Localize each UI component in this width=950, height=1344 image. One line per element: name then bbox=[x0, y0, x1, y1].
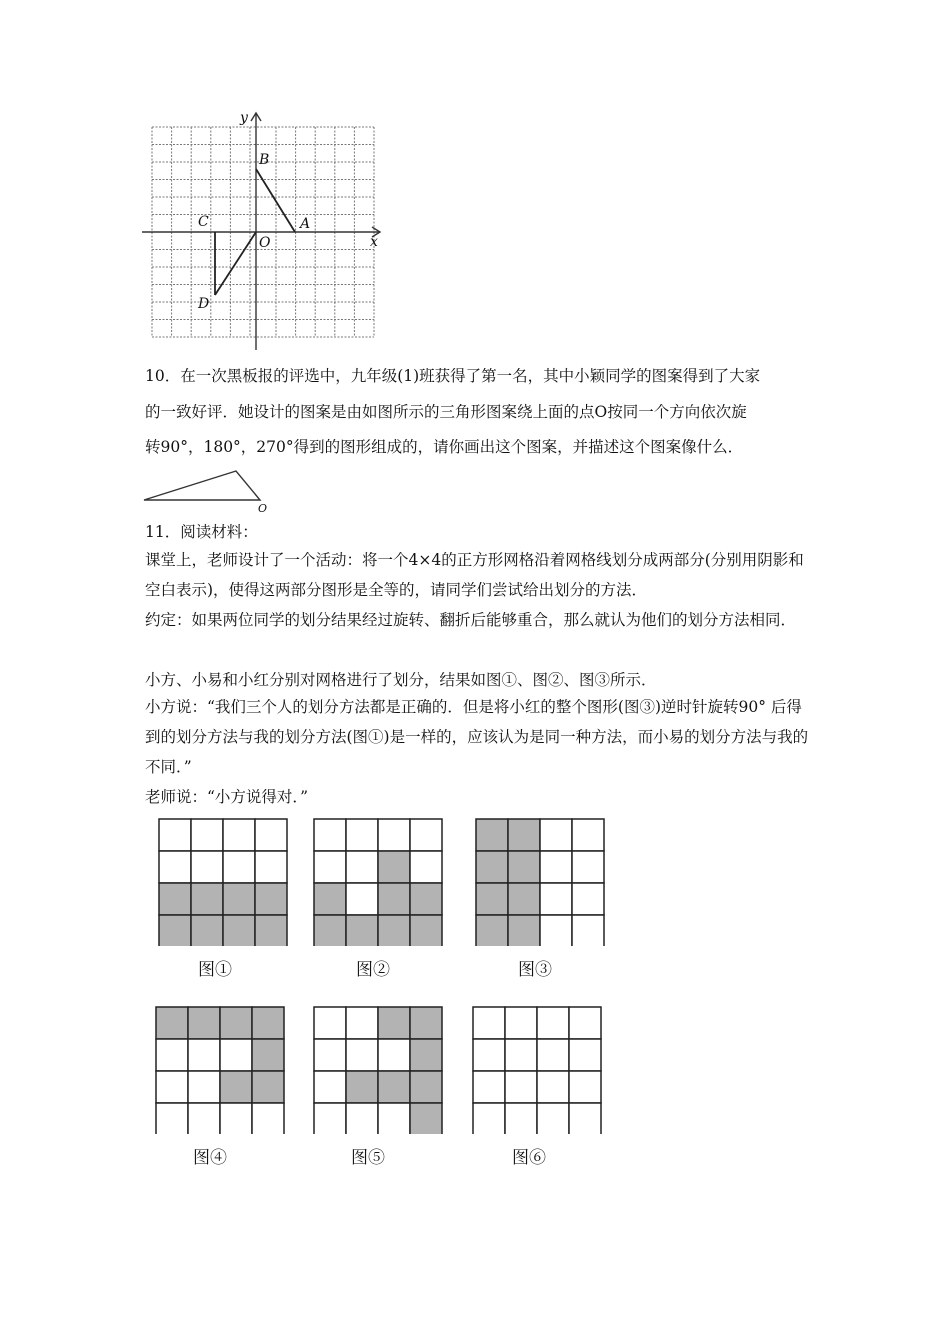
grid-figure-1 bbox=[158, 818, 288, 946]
triangle bbox=[144, 471, 260, 500]
blank-cell bbox=[346, 819, 378, 851]
blank-cell bbox=[156, 1103, 188, 1134]
origin-label: O bbox=[259, 235, 271, 251]
blank-cell bbox=[473, 1103, 505, 1134]
blank-cell bbox=[188, 1039, 220, 1071]
shaded-cell bbox=[220, 1071, 252, 1103]
shaded-cell bbox=[378, 915, 410, 946]
shaded-cell bbox=[191, 883, 223, 915]
shaded-cell bbox=[314, 883, 346, 915]
shaded-cell bbox=[410, 1007, 442, 1039]
blank-cell bbox=[346, 1007, 378, 1039]
q11-paragraph-4: 小方说：“我们三个人的划分方法都是正确的．但是将小红的整个图形(图③)逆时针旋转90° 后得到的划分方法与我的划分方法(图①)是一样的，应该认为是同一种方法，而小易的划分方法与我的不同．” bbox=[145, 698, 809, 776]
blank-cell bbox=[314, 1039, 346, 1071]
shaded-cell bbox=[476, 915, 508, 946]
blank-cell bbox=[378, 1039, 410, 1071]
shaded-cell bbox=[378, 1007, 410, 1039]
shaded-cell bbox=[255, 915, 287, 946]
blank-cell bbox=[505, 1103, 537, 1134]
grid-figure-4 bbox=[155, 1006, 285, 1134]
shaded-cell bbox=[378, 851, 410, 883]
axis-y-label: y bbox=[240, 110, 248, 126]
shaded-cell bbox=[476, 819, 508, 851]
triangle-point-label: O bbox=[258, 502, 268, 515]
grid-figure-3 bbox=[475, 818, 605, 946]
blank-cell bbox=[255, 851, 287, 883]
blank-cell bbox=[572, 883, 604, 915]
shaded-cell bbox=[508, 851, 540, 883]
blank-cell bbox=[537, 1007, 569, 1039]
blank-cell bbox=[505, 1071, 537, 1103]
shaded-cell bbox=[255, 883, 287, 915]
triangle-figure bbox=[140, 468, 280, 516]
point-a-label: A bbox=[300, 216, 311, 232]
blank-cell bbox=[156, 1039, 188, 1071]
shaded-cell bbox=[159, 915, 191, 946]
grid-figure-6 bbox=[472, 1006, 602, 1134]
blank-cell bbox=[569, 1103, 601, 1134]
q11-title: 11．阅读材料： bbox=[145, 523, 258, 541]
blank-cell bbox=[572, 819, 604, 851]
shaded-cell bbox=[410, 1103, 442, 1134]
shaded-cell bbox=[346, 915, 378, 946]
shaded-cell bbox=[314, 915, 346, 946]
blank-cell bbox=[220, 1039, 252, 1071]
blank-cell bbox=[314, 1071, 346, 1103]
blank-cell bbox=[537, 1039, 569, 1071]
grid-caption-6: 图⑥ bbox=[512, 1148, 546, 1168]
blank-cell bbox=[540, 851, 572, 883]
blank-cell bbox=[159, 819, 191, 851]
shaded-cell bbox=[346, 1071, 378, 1103]
shaded-cell bbox=[508, 915, 540, 946]
shaded-cell bbox=[476, 851, 508, 883]
grid-caption-5: 图⑤ bbox=[351, 1148, 385, 1168]
grid-caption-2: 图② bbox=[356, 960, 390, 980]
shaded-cell bbox=[410, 1071, 442, 1103]
blank-cell bbox=[314, 1103, 346, 1134]
blank-cell bbox=[572, 915, 604, 946]
shaded-cell bbox=[159, 883, 191, 915]
q10-line-3: 转90°，180°，270°得到的图形组成的，请你画出这个图案，并描述这个图案像什么． bbox=[145, 438, 744, 456]
blank-cell bbox=[537, 1103, 569, 1134]
blank-cell bbox=[346, 851, 378, 883]
blank-cell bbox=[156, 1071, 188, 1103]
shaded-cell bbox=[252, 1071, 284, 1103]
blank-cell bbox=[569, 1007, 601, 1039]
shaded-cell bbox=[410, 883, 442, 915]
blank-cell bbox=[191, 851, 223, 883]
q11-paragraph-3: 小方、小易和小红分别对网格进行了划分，结果如图①、图②、图③所示． bbox=[145, 671, 657, 689]
blank-cell bbox=[220, 1103, 252, 1134]
axis-x-label: x bbox=[370, 234, 378, 250]
q11-paragraph-1: 课堂上，老师设计了一个活动：将一个4×4的正方形网格沿着网格线划分成两部分(分别用阴影和空白表示)，使得这两部分图形是全等的，请同学们尝试给出划分的方法． bbox=[145, 551, 804, 599]
blank-cell bbox=[346, 1103, 378, 1134]
blank-cell bbox=[410, 851, 442, 883]
grid-figure-2 bbox=[313, 818, 443, 946]
blank-cell bbox=[159, 851, 191, 883]
shaded-cell bbox=[378, 1071, 410, 1103]
blank-cell bbox=[540, 883, 572, 915]
grid-caption-3: 图③ bbox=[518, 960, 552, 980]
shaded-cell bbox=[378, 883, 410, 915]
shaded-cell bbox=[508, 883, 540, 915]
shaded-cell bbox=[223, 883, 255, 915]
grid-figure-5 bbox=[313, 1006, 443, 1134]
q10-line-1: 10．在一次黑板报的评选中，九年级(1)班获得了第一名，其中小颖同学的图案得到了大家 bbox=[145, 367, 761, 385]
blank-cell bbox=[314, 1007, 346, 1039]
blank-cell bbox=[473, 1071, 505, 1103]
axes bbox=[142, 113, 380, 350]
blank-cell bbox=[569, 1071, 601, 1103]
shaded-cell bbox=[476, 883, 508, 915]
q11-paragraph-5: 老师说：“小方说得对．” bbox=[145, 788, 309, 806]
shaded-cell bbox=[188, 1007, 220, 1039]
coordinate-figure bbox=[140, 105, 390, 355]
shaded-cell bbox=[223, 915, 255, 946]
blank-cell bbox=[540, 915, 572, 946]
blank-cell bbox=[572, 851, 604, 883]
blank-cell bbox=[188, 1103, 220, 1134]
blank-cell bbox=[378, 819, 410, 851]
blank-cell bbox=[378, 1103, 410, 1134]
shaded-cell bbox=[508, 819, 540, 851]
blank-cell bbox=[314, 819, 346, 851]
shaded-cell bbox=[410, 1039, 442, 1071]
blank-cell bbox=[540, 819, 572, 851]
grid-caption-1: 图① bbox=[198, 960, 232, 980]
blank-cell bbox=[473, 1039, 505, 1071]
shaded-cell bbox=[252, 1039, 284, 1071]
blank-cell bbox=[346, 883, 378, 915]
blank-cell bbox=[473, 1007, 505, 1039]
blank-cell bbox=[569, 1039, 601, 1071]
shaded-cell bbox=[410, 915, 442, 946]
point-b-label: B bbox=[259, 152, 270, 168]
shaded-cell bbox=[220, 1007, 252, 1039]
blank-cell bbox=[188, 1071, 220, 1103]
point-c-label: C bbox=[198, 214, 209, 230]
point-d-label: D bbox=[198, 296, 210, 312]
blank-cell bbox=[255, 819, 287, 851]
shaded-cell bbox=[252, 1007, 284, 1039]
blank-cell bbox=[410, 819, 442, 851]
shaded-cell bbox=[191, 915, 223, 946]
blank-cell bbox=[505, 1007, 537, 1039]
q10-line-2: 的一致好评．她设计的图案是由如图所示的三角形图案绕上面的点O按同一个方向依次旋 bbox=[145, 403, 747, 421]
blank-cell bbox=[537, 1071, 569, 1103]
blank-cell bbox=[252, 1103, 284, 1134]
blank-cell bbox=[314, 851, 346, 883]
blank-cell bbox=[223, 851, 255, 883]
grid-caption-4: 图④ bbox=[193, 1148, 227, 1168]
blank-cell bbox=[223, 819, 255, 851]
blank-cell bbox=[191, 819, 223, 851]
blank-cell bbox=[505, 1039, 537, 1071]
blank-cell bbox=[346, 1039, 378, 1071]
shaded-cell bbox=[156, 1007, 188, 1039]
q11-paragraph-2: 约定：如果两位同学的划分结果经过旋转、翻折后能够重合，那么就认为他们的划分方法相同． bbox=[145, 611, 797, 629]
